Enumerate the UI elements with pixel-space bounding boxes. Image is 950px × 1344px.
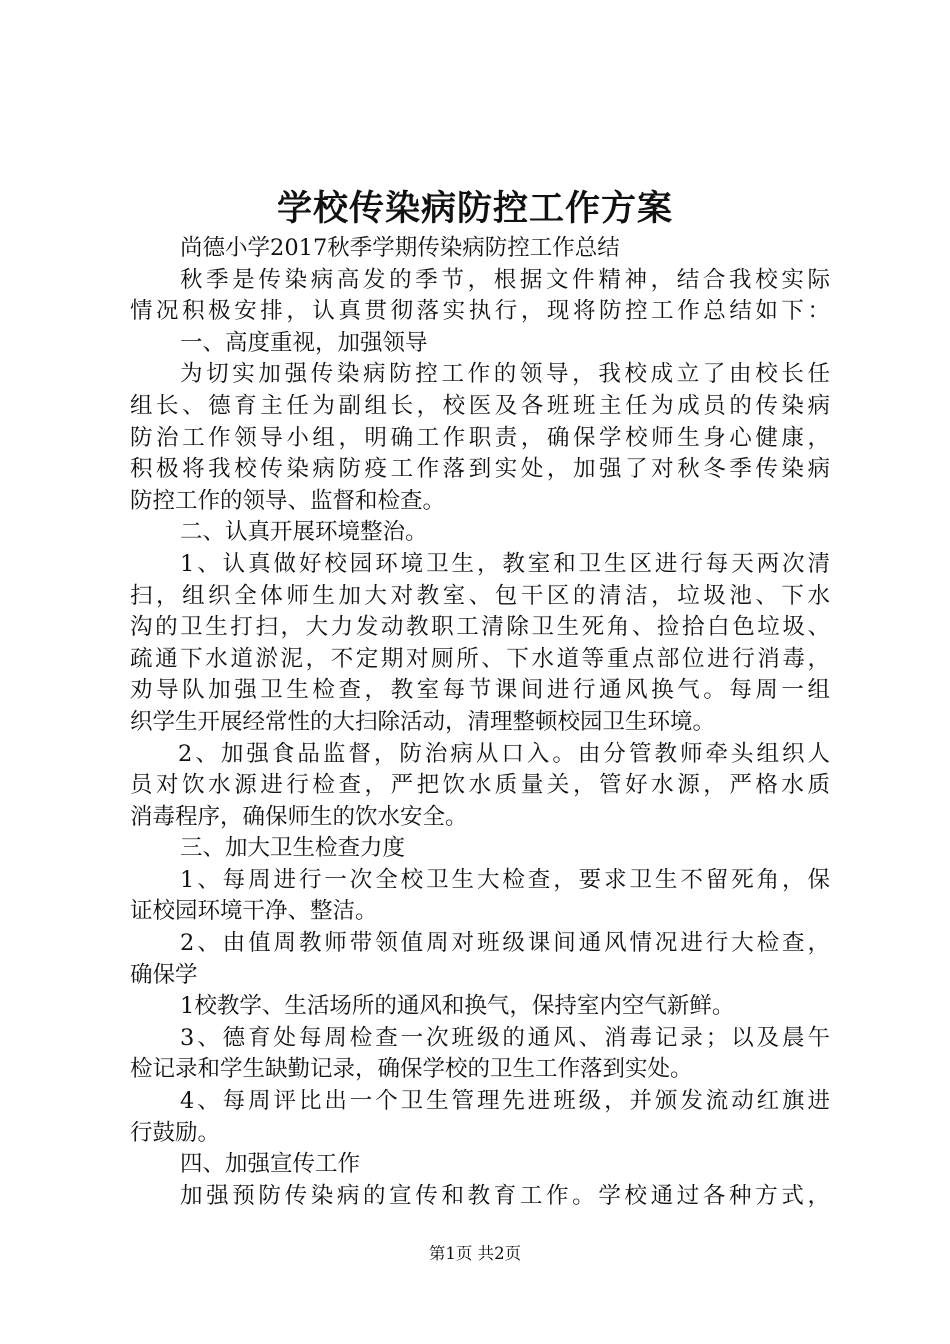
paragraph-line: 消毒程序，确保师生的饮水安全。 <box>130 803 468 830</box>
paragraph-line: 1校教学、生活场所的通风和换气，保持室内空气新鲜。 <box>180 993 735 1020</box>
section-heading: 一、高度重视，加强领导 <box>180 329 428 356</box>
paragraph-line: 防治工作领导小组，明确工作职责，确保学校师生身心健康， <box>130 424 830 451</box>
paragraph-line: 沟的卫生打扫，大力发动教职工清除卫生死角、捡拾白色垃圾、 <box>130 614 830 641</box>
paragraph-line: 行鼓励。 <box>130 1119 221 1146</box>
paragraph-line: 确保学 <box>130 961 198 988</box>
paragraph-line: 加强预防传染病的宣传和教育工作。学校通过各种方式， <box>180 1182 830 1209</box>
paragraph-line: 证校园环境干净、整洁。 <box>130 898 378 925</box>
paragraph-line: 4、每周评比出一个卫生管理先进班级，并颁发流动红旗进 <box>180 1088 830 1115</box>
paragraph-line: 织学生开展经常性的大扫除活动，清理整顿校园卫生环境。 <box>130 708 716 735</box>
paragraph-line: 疏通下水道淤泥，不定期对厕所、下水道等重点部位进行消毒， <box>130 645 830 672</box>
document-title: 学校传染病防控工作方案 <box>276 188 673 229</box>
section-heading: 二、认真开展环境整治。 <box>180 519 428 546</box>
paragraph-line: 秋季是传染病高发的季节，根据文件精神，结合我校实际 <box>180 266 830 293</box>
paragraph-line: 防控工作的领导、监督和检查。 <box>130 487 446 514</box>
paragraph-line: 积极将我校传染病防疫工作落到实处，加强了对秋冬季传染病 <box>130 456 830 483</box>
paragraph-line: 1、认真做好校园环境卫生，教室和卫生区进行每天两次清 <box>180 550 830 577</box>
section-heading: 四、加强宣传工作 <box>180 1151 361 1178</box>
paragraph-line: 员对饮水源进行检查，严把饮水质量关，管好水源，严格水质 <box>130 772 830 799</box>
paragraph-line: 2、加强食品监督，防治病从口入。由分管教师牵头组织人 <box>178 740 830 767</box>
paragraph-line: 3、德育处每周检查一次班级的通风、消毒记录；以及晨午 <box>180 1024 830 1051</box>
section-heading: 三、加大卫生检查力度 <box>180 835 406 862</box>
paragraph-line: 为切实加强传染病防控工作的领导，我校成立了由校长任 <box>180 361 830 388</box>
paragraph-line: 情况积极安排，认真贯彻落实执行，现将防控工作总结如下： <box>130 298 830 325</box>
paragraph-line: 扫，组织全体师生加大对教室、包干区的清洁，垃圾池、下水 <box>130 582 830 609</box>
paragraph-line: 组长、德育主任为副组长，校医及各班班主任为成员的传染病 <box>130 392 830 419</box>
document-body <box>130 233 830 1212</box>
paragraph-line: 尚德小学2017秋季学期传染病防控工作总结 <box>180 235 620 261</box>
page-number-footer: 第1页 共2页 <box>428 1244 522 1263</box>
paragraph-line: 劝导队加强卫生检查，教室每节课间进行通风换气。每周一组 <box>130 677 830 704</box>
paragraph-line: 2、由值周教师带领值周对班级课间通风情况进行大检查， <box>180 930 830 957</box>
paragraph-line: 1、每周进行一次全校卫生大检查，要求卫生不留死角，保 <box>180 866 830 893</box>
paragraph-line: 检记录和学生缺勤记录，确保学校的卫生工作落到实处。 <box>130 1056 693 1083</box>
